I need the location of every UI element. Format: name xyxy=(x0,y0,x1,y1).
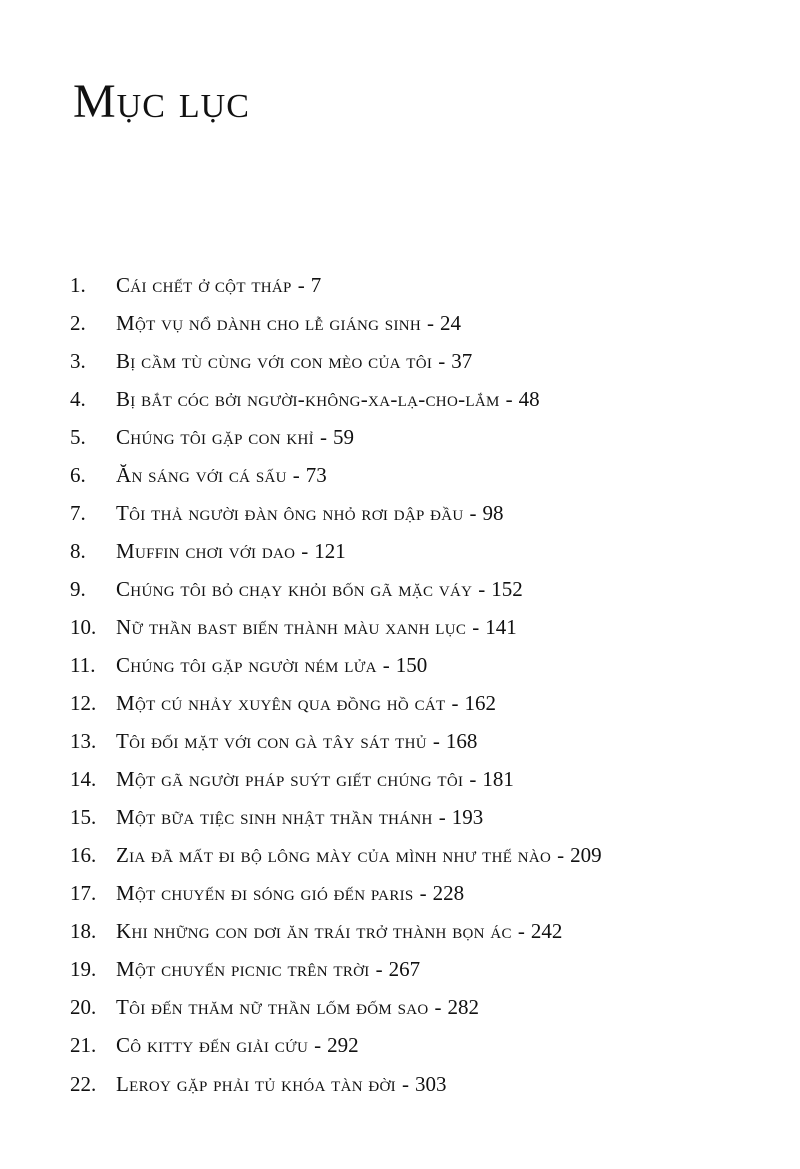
page-title: Mục lục xyxy=(73,75,250,128)
toc-entry-number: 16. xyxy=(70,843,97,868)
toc-entry-number: 5. xyxy=(70,424,86,449)
toc-entry-number: 4. xyxy=(70,386,86,411)
toc-entry-number: 9. xyxy=(70,576,86,601)
toc-entry-title: Cái chết ở cột tháp xyxy=(116,272,292,297)
toc-entry xyxy=(70,875,602,913)
toc-entry-title: Chúng tôi bỏ chạy khỏi bốn gã mặc váy xyxy=(116,576,473,601)
toc-entry xyxy=(70,723,602,761)
toc-entry-title: Tôi đến thăm nữ thần lốm đốm sao xyxy=(116,995,429,1020)
toc-entry xyxy=(70,837,602,875)
toc-entry-separator: - xyxy=(427,310,434,335)
toc-entry-title: Zia đã mất đi bộ lông mày của mình như thế nào xyxy=(116,843,552,868)
toc-entry-number: 13. xyxy=(70,729,97,754)
toc-entry xyxy=(70,685,602,723)
toc-entry-title: Một gã người pháp suýt giết chúng tôi xyxy=(116,767,464,792)
toc-entry-page: 24 xyxy=(440,310,461,335)
toc-entry-title: Khi những con dơi ăn trái trở thành bọn ác xyxy=(116,919,512,944)
toc-entry-separator: - xyxy=(557,843,565,868)
toc-entry-number: 17. xyxy=(70,881,97,906)
toc-entry-page: 267 xyxy=(388,957,421,982)
toc-entry-number: 2. xyxy=(70,310,86,335)
toc-entry-title: Một chuyến đi sóng gió đến paris xyxy=(116,881,414,906)
toc-entry-separator: - xyxy=(297,272,305,297)
toc-entry-separator: - xyxy=(401,1071,409,1096)
toc-entry-page: 181 xyxy=(482,767,514,792)
toc-entry-title: Tôi đối mặt với con gà tây sát thủ xyxy=(116,729,427,754)
toc-entry-number: 7. xyxy=(70,500,86,525)
toc-entry xyxy=(70,456,602,494)
toc-entry-title: Bị cầm tù cùng với con mèo của tôi xyxy=(116,348,433,373)
toc-entry xyxy=(70,913,602,951)
toc-entry-page: 150 xyxy=(395,652,428,677)
table-of-contents xyxy=(70,266,602,1103)
toc-entry-separator: - xyxy=(382,652,390,677)
toc-entry xyxy=(70,1065,602,1103)
toc-entry-separator: - xyxy=(301,538,309,563)
toc-entry-page: 193 xyxy=(451,805,484,830)
toc-entry-separator: - xyxy=(478,576,486,601)
toc-entry xyxy=(70,266,602,304)
toc-entry-page: 152 xyxy=(491,576,523,601)
toc-entry-page: 209 xyxy=(570,843,602,868)
toc-entry-title: Muffin chơi với dao xyxy=(116,538,296,563)
toc-entry xyxy=(70,494,602,532)
toc-entry-number: 11. xyxy=(70,652,96,677)
toc-entry-page: 37 xyxy=(451,348,473,373)
toc-entry-page: 228 xyxy=(432,881,465,906)
toc-entry-separator: - xyxy=(438,348,446,373)
toc-entry-page: 98 xyxy=(482,500,504,525)
toc-entry-title: Một chuyến picnic trên trời xyxy=(116,957,370,982)
toc-entry-number: 1. xyxy=(70,272,86,297)
toc-entry-title: Một vụ nổ dành cho lễ giáng sinh xyxy=(116,310,421,335)
toc-entry-page: 48 xyxy=(518,386,540,411)
toc-entry-separator: - xyxy=(469,500,477,525)
toc-entry-separator: - xyxy=(319,424,327,449)
toc-entry xyxy=(70,532,602,570)
toc-entry xyxy=(70,304,602,342)
toc-entry-number: 3. xyxy=(70,348,86,373)
toc-entry xyxy=(70,608,602,646)
toc-entry-title: Nữ thần bast biến thành màu xanh lục xyxy=(116,614,467,639)
toc-entry-title: Một bữa tiệc sinh nhật thần thánh xyxy=(116,805,433,830)
toc-entry-separator: - xyxy=(451,691,459,716)
toc-entry xyxy=(70,951,602,989)
toc-entry-number: 20. xyxy=(70,995,97,1020)
toc-entry-separator: - xyxy=(314,1033,322,1058)
toc-entry-separator: - xyxy=(375,957,383,982)
toc-entry-title: Bị bắt cóc bởi người-không-xa-lạ-cho-lắm xyxy=(116,386,500,411)
toc-entry-title: Ăn sáng với cá sấu xyxy=(116,462,287,487)
toc-entry-number: 14. xyxy=(70,767,97,792)
toc-entry-page: 242 xyxy=(530,919,563,944)
toc-entry-page: 162 xyxy=(464,691,496,716)
toc-entry-page: 168 xyxy=(445,729,478,754)
toc-entry-number: 21. xyxy=(70,1033,97,1058)
toc-entry xyxy=(70,342,602,380)
toc-entry-separator: - xyxy=(505,386,513,411)
toc-entry-page: 73 xyxy=(305,462,327,487)
toc-entry-number: 18. xyxy=(70,919,97,944)
toc-entry-number: 22. xyxy=(70,1071,97,1096)
toc-entry-number: 8. xyxy=(70,538,86,563)
toc-entry-title: Một cú nhảy xuyên qua đồng hồ cát xyxy=(116,691,446,716)
toc-entry xyxy=(70,418,602,456)
toc-entry-separator: - xyxy=(292,462,300,487)
toc-entry-separator: - xyxy=(434,995,442,1020)
toc-entry-separator: - xyxy=(472,614,480,639)
toc-entry xyxy=(70,989,602,1027)
toc-entry-title: Chúng tôi gặp người ném lửa xyxy=(116,652,377,677)
toc-entry-title: Leroy gặp phải tủ khóa tàn đời xyxy=(116,1071,396,1096)
toc-entry-number: 19. xyxy=(70,957,97,982)
toc-entry-title: Chúng tôi gặp con khỉ xyxy=(116,424,314,449)
toc-entry-page: 282 xyxy=(447,995,479,1020)
toc-entry-number: 15. xyxy=(70,805,97,830)
toc-entry-title: Tôi thả người đàn ông nhỏ rơi dập đầu xyxy=(116,500,464,525)
toc-entry-separator: - xyxy=(438,805,446,830)
toc-entry-number: 12. xyxy=(70,691,97,716)
toc-entry-page: 141 xyxy=(485,614,517,639)
toc-entry-page: 59 xyxy=(332,424,354,449)
toc-entry xyxy=(70,646,602,684)
toc-entry-separator: - xyxy=(419,881,427,906)
toc-entry xyxy=(70,570,602,608)
toc-entry-page: 303 xyxy=(414,1071,447,1096)
toc-entry-number: 10. xyxy=(70,614,97,639)
toc-entry-page: 292 xyxy=(327,1033,359,1058)
toc-entry-page: 121 xyxy=(314,538,346,563)
toc-entry xyxy=(70,380,602,418)
toc-entry-number: 6. xyxy=(70,462,86,487)
toc-entry xyxy=(70,761,602,799)
toc-entry-page: 7 xyxy=(310,272,322,297)
toc-entry xyxy=(70,799,602,837)
toc-entry-separator: - xyxy=(469,767,477,792)
toc-entry-separator: - xyxy=(432,729,440,754)
toc-entry-separator: - xyxy=(517,919,525,944)
toc-entry-title: Cô kitty đến giải cứu xyxy=(116,1033,309,1058)
toc-entry xyxy=(70,1027,602,1065)
